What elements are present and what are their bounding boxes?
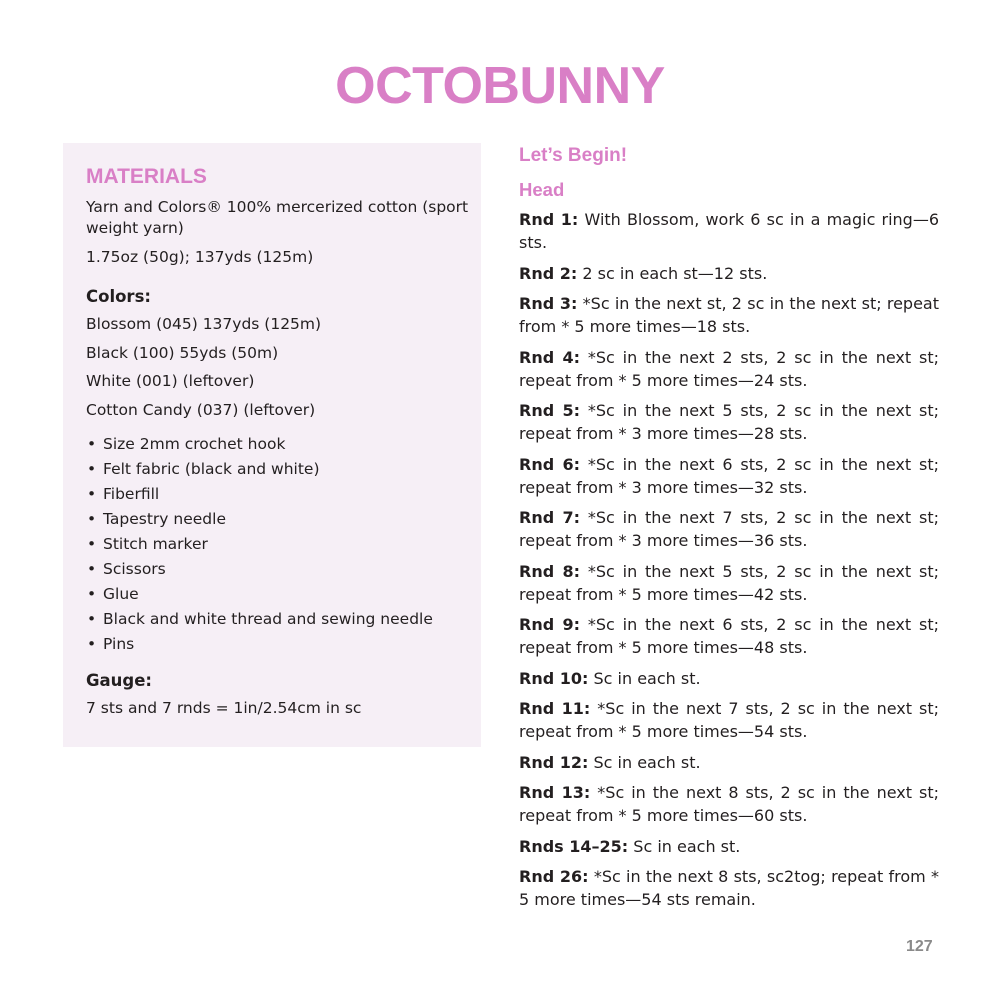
supply-item [86, 609, 471, 629]
supply-item-label: Glue [103, 584, 139, 603]
color-item: Black (100) 55yds (50m) [86, 343, 279, 362]
round-label: Rnd 26: [519, 867, 589, 886]
materials-panel [63, 143, 481, 747]
yarn-weight: 1.75oz (50g); 137yds (125m) [86, 248, 314, 266]
supply-item-label: Felt fabric (black and white) [103, 459, 320, 478]
bullet-icon: • [87, 509, 97, 528]
supply-item-label: Stitch marker [103, 534, 208, 553]
bullet-icon: • [87, 609, 97, 628]
round-instruction [519, 208, 939, 254]
round-instruction [519, 506, 939, 552]
supply-item-label: Pins [103, 634, 135, 653]
round-instruction [519, 262, 939, 285]
bullet-icon: • [87, 484, 97, 503]
supply-item [86, 434, 471, 454]
round-text: *Sc in the next 7 sts, 2 sc in the next st; repeat from * 3 more times—36 sts. [519, 508, 940, 550]
round-instruction [519, 697, 939, 743]
round-text: *Sc in the next 2 sts, 2 sc in the next st; repeat from * 5 more times—24 sts. [519, 347, 940, 390]
round-instruction [519, 399, 939, 445]
round-label: Rnd 1: [519, 210, 579, 229]
gauge-text: 7 sts and 7 rnds = 1in/2.54cm in sc [86, 698, 362, 717]
bullet-icon: • [87, 584, 97, 603]
page-title: OCTOBUNNY [335, 57, 665, 115]
round-text: *Sc in the next 8 sts, 2 sc in the next st; repeat from * 5 more times—60 sts. [519, 783, 940, 825]
round-label: Rnd 7: [519, 508, 581, 527]
round-instruction [519, 865, 939, 911]
supplies-list [86, 434, 471, 654]
round-label: Rnd 10: [519, 668, 589, 688]
supply-item-label: Fiberfill [103, 484, 160, 503]
bullet-icon: • [87, 534, 97, 553]
round-instruction [519, 667, 939, 690]
pattern-instructions [519, 143, 939, 919]
round-instruction [519, 781, 939, 827]
round-instruction [519, 560, 939, 606]
supply-item-label: Black and white thread and sewing needle [103, 609, 433, 628]
round-text: *Sc in the next 5 sts, 2 sc in the next st; repeat from * 5 more times—42 sts. [519, 561, 940, 604]
round-instruction [519, 453, 939, 499]
color-item: Blossom (045) 137yds (125m) [86, 315, 322, 333]
round-instruction [519, 751, 939, 774]
round-label: Rnds 14–25: [519, 836, 629, 856]
round-text: *Sc in the next st, 2 sc in the next st; repeat from * 5 more times—18 sts. [519, 294, 939, 336]
gauge-heading: Gauge: [86, 670, 153, 690]
round-label: Rnd 2: [519, 263, 578, 283]
supply-item [86, 584, 471, 604]
round-label: Rnd 9: [519, 615, 581, 634]
round-text: *Sc in the next 8 sts, sc2tog; repeat from * 5 more times—54 sts remain. [519, 867, 939, 909]
round-instruction [519, 835, 939, 858]
round-instruction [519, 346, 939, 392]
supply-item-label: Size 2mm crochet hook [103, 434, 286, 453]
round-text: Sc in each st. [593, 668, 701, 688]
supply-item [86, 459, 471, 479]
bullet-icon: • [87, 559, 97, 578]
round-text: *Sc in the next 7 sts, 2 sc in the next st; repeat from * 5 more times—54 sts. [519, 699, 940, 741]
supply-item [86, 484, 471, 504]
color-item: Cotton Candy (037) (leftover) [86, 400, 316, 419]
supply-item [86, 634, 471, 654]
round-instruction [519, 613, 939, 659]
round-text: *Sc in the next 5 sts, 2 sc in the next st; repeat from * 3 more times—28 sts. [519, 401, 940, 443]
supply-item [86, 559, 471, 579]
supply-item [86, 534, 471, 554]
round-text: Sc in each st. [633, 836, 741, 856]
begin-heading: Let’s Begin! [519, 145, 628, 166]
round-label: Rnd 3: [519, 294, 578, 313]
round-instruction [519, 292, 939, 338]
supply-item [86, 509, 471, 529]
yarn-description: Yarn and Colors® 100% mercerized cotton (sport weight yarn) [86, 198, 469, 237]
round-label: Rnd 11: [519, 699, 591, 718]
round-label: Rnd 5: [519, 401, 581, 420]
supply-item-label: Scissors [103, 559, 166, 578]
round-label: Rnd 4: [519, 347, 581, 367]
round-label: Rnd 13: [519, 783, 591, 802]
color-item: White (001) (leftover) [86, 372, 255, 390]
page-number: 127 [906, 938, 933, 955]
round-text: Sc in each st. [593, 752, 701, 772]
round-label: Rnd 8: [519, 561, 581, 581]
bullet-icon: • [87, 434, 97, 453]
round-label: Rnd 6: [519, 454, 581, 474]
supply-item-label: Tapestry needle [103, 509, 226, 528]
colors-heading: Colors: [86, 287, 151, 306]
round-text: *Sc in the next 6 sts, 2 sc in the next st; repeat from * 3 more times—32 sts. [519, 454, 940, 497]
bullet-icon: • [87, 459, 97, 478]
round-text: *Sc in the next 6 sts, 2 sc in the next st; repeat from * 5 more times—48 sts. [519, 615, 940, 657]
bullet-icon: • [87, 634, 97, 653]
round-text: With Blossom, work 6 sc in a magic ring—6 sts. [519, 210, 940, 252]
round-text: 2 sc in each st—12 sts. [582, 263, 768, 283]
round-label: Rnd 12: [519, 752, 589, 772]
materials-heading: MATERIALS [86, 165, 207, 188]
section-heading-head: Head [519, 179, 565, 200]
